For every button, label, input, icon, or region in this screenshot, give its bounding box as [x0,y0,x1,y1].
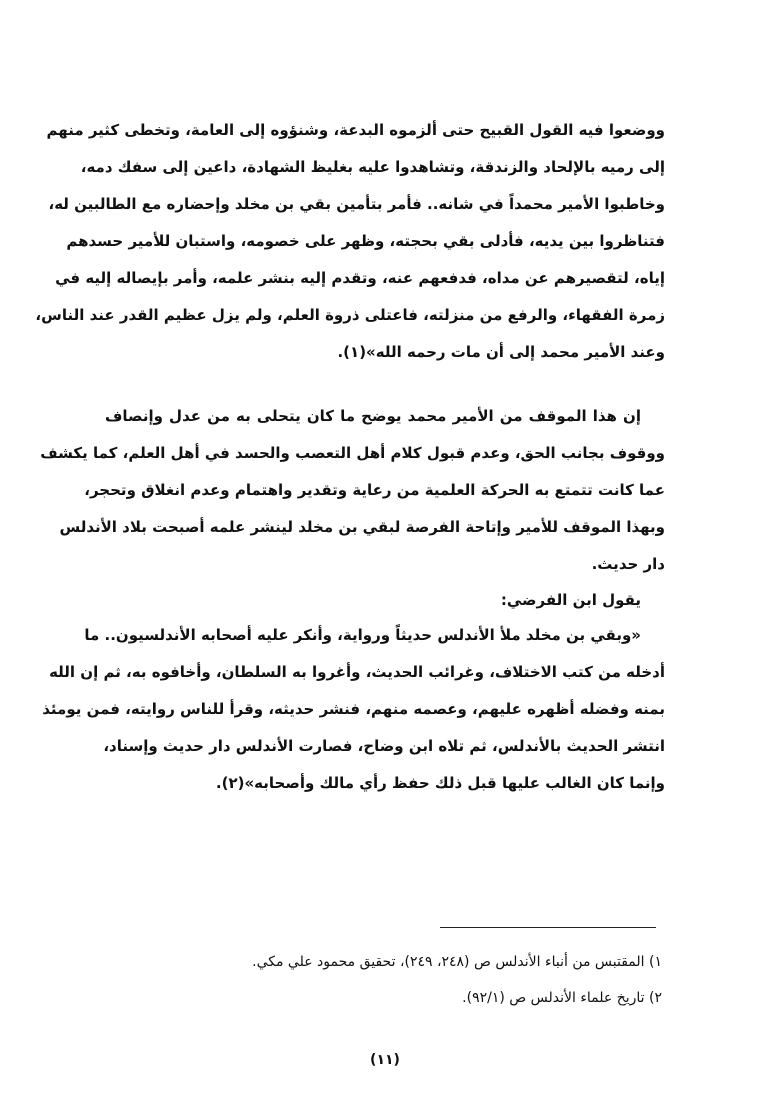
text-line: «وبقي بن مخلد ملأ الأندلس حديثاً ورواية، وأنكر عليه أصحابه الأندلسيون.. ما [84,626,641,644]
footnote-separator [440,927,656,928]
text-line: دار حديث. [591,555,665,573]
text-line: وعند الأمير محمد إلى أن مات رحمه الله»(١). [337,343,665,361]
paragraph-3 [105,582,665,619]
footnote-2: ٢) تاريخ علماء الأندلس ص (٩٢/١). [462,990,662,1006]
paragraph-2 [40,398,665,583]
text-line: ووقوف بجانب الحق، وعدم قبول كلام أهل التعصب والحسد في أهل العلم، كما يكشف [40,444,665,462]
text-line: يقول ابن الفرضي: [500,591,641,609]
text-line: بمنه وفضله أظهره عليهم، وعصمه منهم، فنشر حديثه، وقرأ للناس روايته، فمن يومئذ [42,700,665,718]
text-line: فتناظروا بين يديه، فأدلى بقي بحجته، وظهر على خصومه، واستبان للأمير حسدهم [66,232,665,250]
text-line: ووضعوا فيه القول القبيح حتى ألزموه البدعة، وشنؤوه إلى العامة، وتخطى كثير منهم [46,121,665,139]
text-line: إن هذا الموقف من الأمير محمد يوضح ما كان يتحلى به من عدل وإنصاف [105,407,641,425]
text-line: وإنما كان الغالب عليها قبل ذلك حفظ رأي مالك وأصحابه»(٢). [215,774,665,792]
footnote-1: ١) المقتبس من أنباء الأندلس ص (٢٤٨، ٢٤٩)، تحقيق محمود علي مكي. [252,954,662,970]
text-line: وخاطبوا الأمير محمداً في شانه.. فأمر بتأمين بقي بن مخلد وإحضاره مع الطالبين له، [48,195,665,213]
text-line: عما كانت تتمتع به الحركة العلمية من رعاية وتقدير واهتمام وعدم انغلاق وتحجر، [84,481,665,499]
text-line: وبهذا الموقف للأمير وإتاحة الفرصة لبقي بن مخلد لينشر علمه أصبحت بلاد الأندلس [59,518,665,536]
paragraph-4 [42,617,665,802]
footnotes [102,944,662,1016]
page-number: (١١) [370,1052,400,1068]
text-line: إياه، لتقصيرهم عن مداه، فدفعهم عنه، وتقدم إليه بنشر علمه، وأمر بإيصاله إليه في [55,269,665,287]
text-line: زمرة الفقهاء، والرفع من منزلته، فاعتلى ذروة العلم، ولم يزل عظيم القدر عند الناس، [35,306,665,324]
text-line: انتشر الحديث بالأندلس، ثم تلاه ابن وضاح، فصارت الأندلس دار حديث وإسناد، [103,737,665,755]
text-line: إلى رميه بالإلحاد والزندقة، وتشاهدوا عليه بغليظ الشهادة، داعين إلى سفك دمه، [80,158,665,176]
text-line: أدخله من كتب الاختلاف، وغرائب الحديث، وأغروا به السلطان، وأخافوه به، ثم إن الله [49,663,665,681]
paragraph-1 [35,112,665,371]
